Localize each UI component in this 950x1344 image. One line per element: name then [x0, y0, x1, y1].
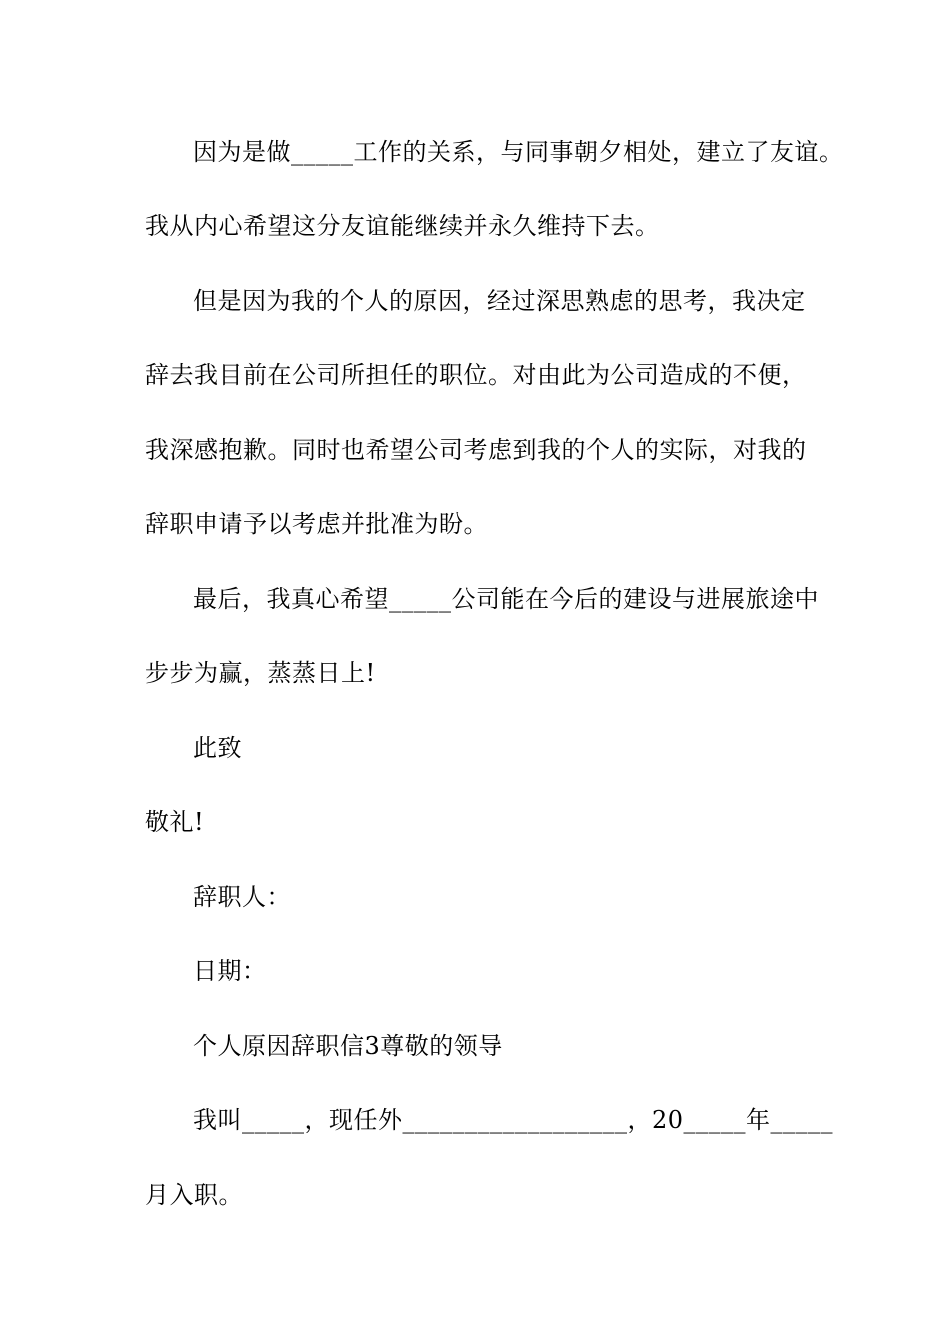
- paragraph-line: 步步为赢，蒸蒸日上!: [145, 659, 376, 687]
- signature-label: 辞职人：: [193, 883, 291, 911]
- paragraph-line: 我叫_____，现任外__________________，20_____年_____: [193, 1106, 834, 1134]
- paragraph-line: 最后，我真心希望_____公司能在今后的建设与进展旅途中: [193, 585, 819, 613]
- paragraph-line: 辞去我目前在公司所担任的职位。对由此为公司造成的不便，: [145, 361, 807, 389]
- date-label: 日期：: [193, 957, 267, 985]
- paragraph-line: 因为是做_____工作的关系，与同事朝夕相处，建立了友谊。: [193, 138, 844, 166]
- paragraph-line: 月入职。: [145, 1181, 243, 1209]
- salutation-line: 此致: [193, 734, 242, 762]
- paragraph-line: 我深感抱歉。同时也希望公司考虑到我的个人的实际，对我的: [145, 436, 807, 464]
- section-heading: 个人原因辞职信3尊敬的领导: [193, 1032, 503, 1060]
- paragraph-line: 但是因为我的个人的原因，经过深思熟虑的思考，我决定: [193, 287, 806, 315]
- paragraph-line: 我从内心希望这分友谊能继续并永久维持下去。: [145, 212, 660, 240]
- salutation-line: 敬礼!: [145, 808, 205, 836]
- paragraph-line: 辞职申请予以考虑并批准为盼。: [145, 510, 488, 538]
